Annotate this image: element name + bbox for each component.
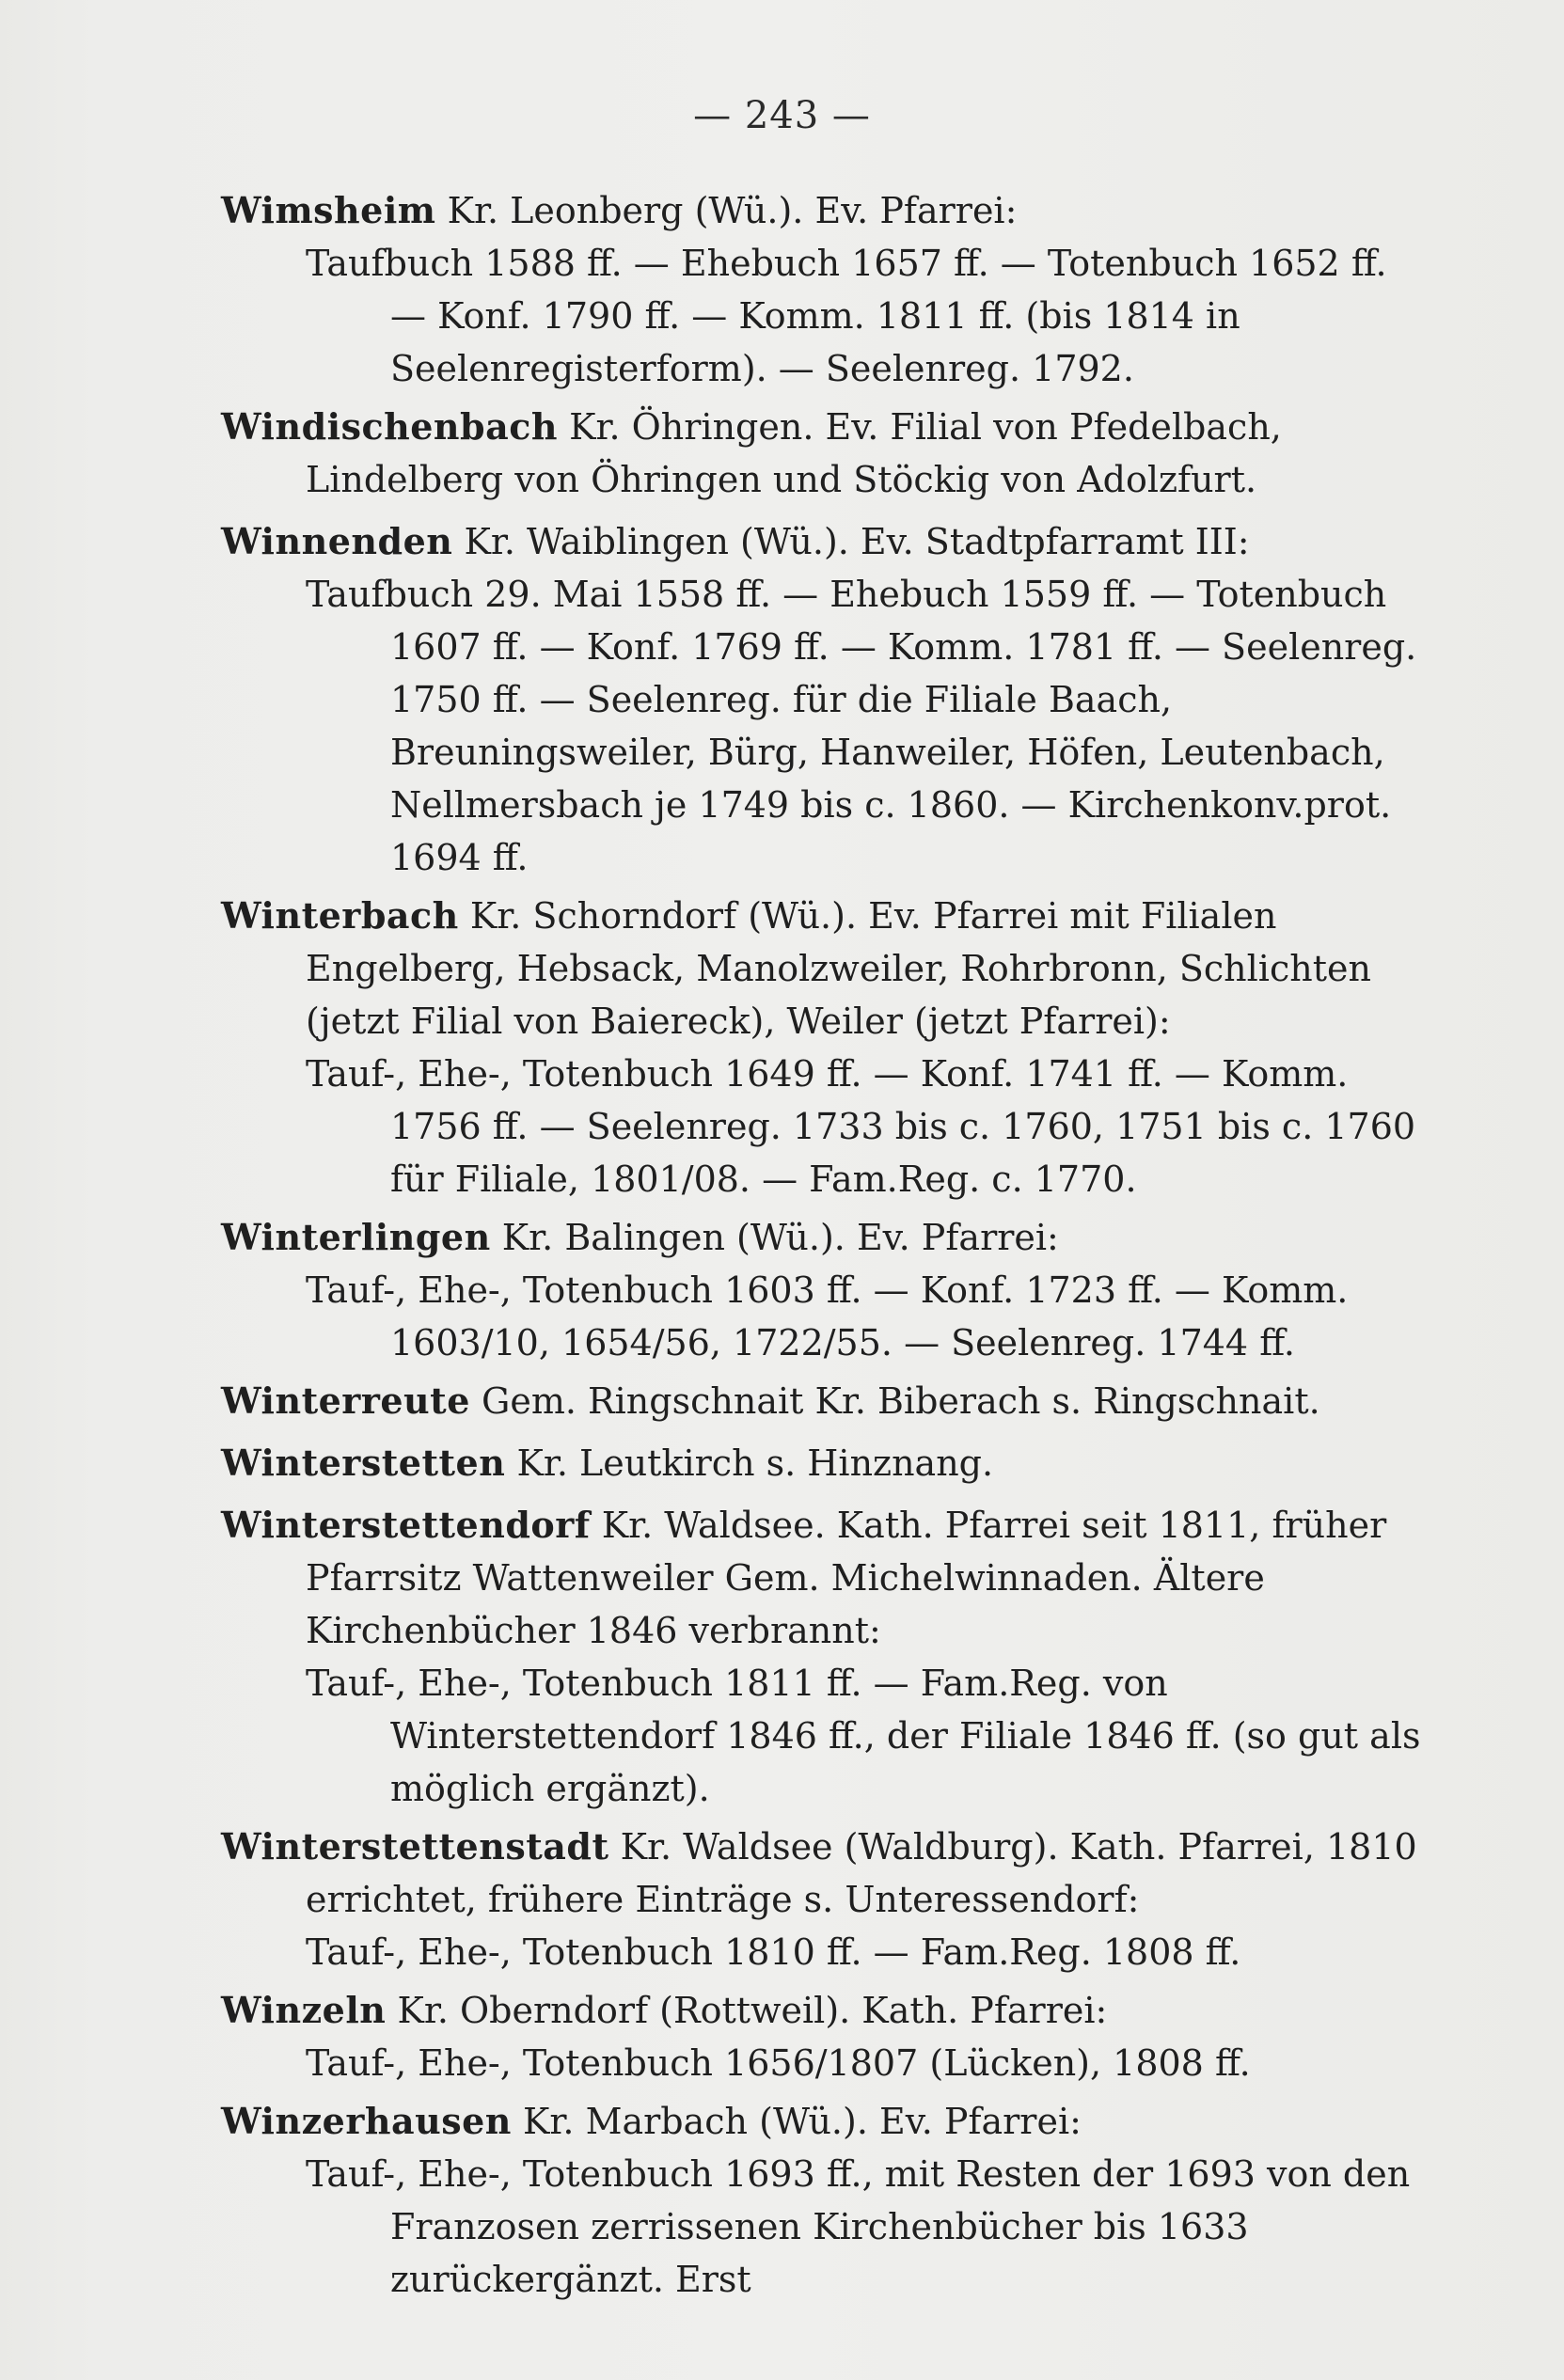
entry-name: Winterlingen: [221, 1216, 491, 1258]
entry-records: Taufbuch 1588 ff. — Ehebuch 1657 ff. — Totenbuch 1652 ff. — Konf. 1790 ff. — Komm. 1811 ff. (bis 1814 in Seelenregisterform). — Seelenreg. 1792.: [306, 243, 1387, 389]
entry-records: Tauf-, Ehe-, Totenbuch 1811 ff. — Fam.Reg. von Winterstettendorf 1846 ff., der Filiale 1846 ff. (so gut als möglich ergänzt).: [306, 1663, 1421, 1809]
entry-name: Windischenbach: [221, 405, 558, 448]
entry-head-text: Kr. Waldsee. Kath. Pfarrei seit 1811, früher Pfarrsitz Wattenweiler Gem. Michelwinnaden. Ältere Kirchenbücher 1846 verbrannt:: [306, 1505, 1387, 1651]
entry-wimsheim: [221, 184, 1430, 237]
entry-winterbach: [221, 890, 1430, 1048]
entry-head-text: Kr. Leonberg (Wü.). Ev. Pfarrei:: [447, 190, 1018, 231]
entry-head-text: Kr. Schorndorf (Wü.). Ev. Pfarrei mit Filialen Engelberg, Hebsack, Manolzweiler, Rohrbronn, Schlichten (jetzt Filial von Baiereck), Weiler (jetzt Pfarrei):: [306, 895, 1371, 1042]
entry-winterstetten: [221, 1437, 1430, 1489]
entry-head-text: Kr. Oberndorf (Rottweil). Kath. Pfarrei:: [397, 1990, 1108, 2031]
entry-name: Winterstettenstadt: [221, 1825, 609, 1868]
entry-name: Winterstetten: [221, 1442, 506, 1484]
entry-windischenbach: [221, 401, 1430, 506]
entry-winterstettendorf: [221, 1499, 1430, 1657]
entry-winnenden: [221, 515, 1430, 568]
entry-winterstettenstadt: [221, 1820, 1430, 1926]
entry-head-text: Kr. Waldsee (Waldburg). Kath. Pfarrei, 1810 errichtet, frühere Einträge s. Unteressendorf:: [306, 1826, 1417, 1920]
entry-head-text: Kr. Öhringen. Ev. Filial von Pfedelbach, Lindelberg von Öhringen und Stöckig von Adolzfurt.: [306, 406, 1282, 500]
entry-name: Winzeln: [221, 1989, 387, 2031]
entry-head-text: Gem. Ringschnait Kr. Biberach s. Ringschnait.: [481, 1380, 1320, 1422]
entry-winzeln: [221, 1984, 1430, 2037]
entry-name: Winzerhausen: [221, 2100, 512, 2142]
register-entries: [221, 179, 1430, 2306]
entry-records: Tauf-, Ehe-, Totenbuch 1603 ff. — Konf. 1723 ff. — Komm. 1603/10, 1654/56, 1722/55. — Seelenreg. 1744 ff.: [306, 1269, 1349, 1363]
entry-records: Tauf-, Ehe-, Totenbuch 1649 ff. — Konf. 1741 ff. — Komm. 1756 ff. — Seelenreg. 1733 bis c. 1760, 1751 bis c. 1760 für Filiale, 1801/08. — Fam.Reg. c. 1770.: [306, 1053, 1416, 1200]
entry-records: Tauf-, Ehe-, Totenbuch 1810 ff. — Fam.Reg. 1808 ff.: [306, 1931, 1241, 1973]
entry-head-text: Kr. Balingen (Wü.). Ev. Pfarrei:: [501, 1217, 1059, 1258]
entry-winzerhausen: [221, 2095, 1430, 2148]
entry-head-text: Kr. Waiblingen (Wü.). Ev. Stadtpfarramt III:: [464, 521, 1250, 562]
entry-name: Winterstettendorf: [221, 1504, 591, 1546]
entry-name: Winnenden: [221, 520, 453, 562]
entry-records: Tauf-, Ehe-, Totenbuch 1656/1807 (Lücken), 1808 ff.: [306, 2042, 1251, 2084]
entry-head-text: Kr. Leutkirch s. Hinznang.: [516, 1442, 994, 1484]
page-number: — 243 —: [693, 94, 871, 137]
entry-name: Wimsheim: [221, 189, 436, 231]
entry-records: Taufbuch 29. Mai 1558 ff. — Ehebuch 1559 ff. — Totenbuch 1607 ff. — Konf. 1769 ff. — Komm. 1781 ff. — Seelenreg. 1750 ff. — Seelenreg. für die Filiale Baach, Breuningsweiler, Bürg, Hanweiler, Höfen, Leutenbach, Nellmersbach je 1749 bis c. 1860. — Kirchenkonv.prot. 1694 ff.: [306, 574, 1417, 878]
entry-records: Tauf-, Ehe-, Totenbuch 1693 ff., mit Resten der 1693 von den Franzosen zerrissenen Kirchenbücher bis 1633 zurückergänzt. Erst: [306, 2153, 1411, 2300]
entry-name: Winterreute: [221, 1379, 470, 1422]
entry-head-text: Kr. Marbach (Wü.). Ev. Pfarrei:: [523, 2101, 1082, 2142]
entry-winterlingen: [221, 1211, 1430, 1264]
entry-winterreute: [221, 1375, 1430, 1427]
entry-name: Winterbach: [221, 894, 459, 937]
